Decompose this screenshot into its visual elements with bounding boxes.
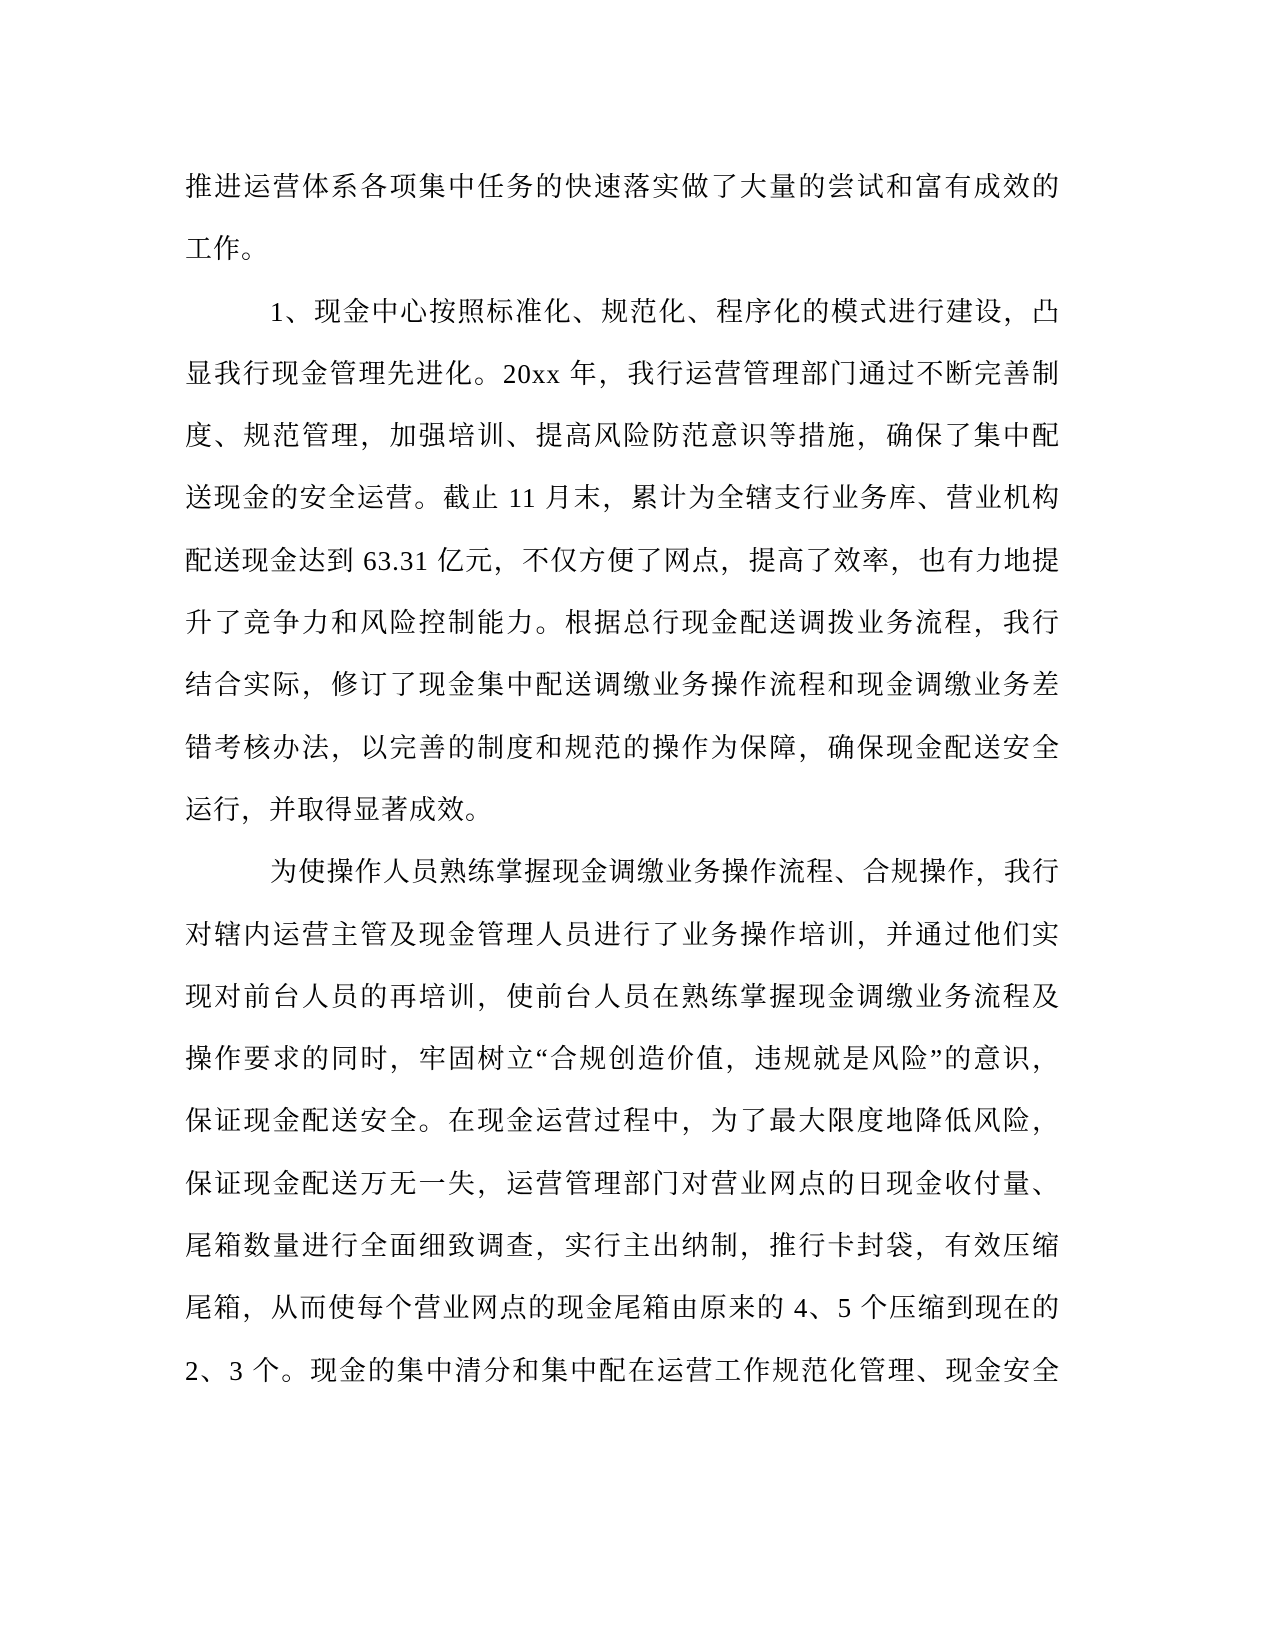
text-line: 工作。 [185,234,269,265]
text-line: 1、现金中心按照标准化、规范化、程序化的模式进行建设，凸 [270,296,1060,327]
text-line: 对辖内运营主管及现金管理人员进行了业务操作培训，并通过他们实 [185,919,1060,950]
text-line: 保证现金配送安全。在现金运营过程中，为了最大限度地降低风险， [185,1106,1060,1137]
text-line: 2、3 个。现金的集中清分和集中配在运营工作规范化管理、现金安全 [185,1355,1060,1386]
text-line: 现对前台人员的再培训，使前台人员在熟练掌握现金调缴业务流程及 [185,981,1060,1012]
text-line: 为使操作人员熟练掌握现金调缴业务操作流程、合规操作，我行 [270,857,1060,888]
text-line: 尾箱，从而使每个营业网点的现金尾箱由原来的 4、5 个压缩到现在的 [185,1293,1060,1324]
text-line: 错考核办法，以完善的制度和规范的操作为保障，确保现金配送安全 [185,732,1060,763]
text-line: 升了竞争力和风险控制能力。根据总行现金配送调拨业务流程，我行 [185,608,1060,639]
text-line: 送现金的安全运营。截止 11 月末，累计为全辖支行业务库、营业机构 [185,483,1060,514]
text-line: 结合实际，修订了现金集中配送调缴业务操作流程和现金调缴业务差 [185,670,1060,701]
text-line: 操作要求的同时，牢固树立“合规创造价值，违规就是风险”的意识， [185,1044,1060,1075]
text-line: 配送现金达到 63.31 亿元，不仅方便了网点，提高了效率，也有力地提 [185,545,1060,576]
text-line: 推进运营体系各项集中任务的快速落实做了大量的尝试和富有成效的 [185,172,1060,202]
text-line: 尾箱数量进行全面细致调查，实行主出纳制，推行卡封袋，有效压缩 [185,1231,1060,1262]
text-line: 保证现金配送万无一失，运营管理部门对营业网点的日现金收付量、 [185,1168,1060,1199]
page-text-body [185,156,1060,1402]
text-line: 显我行现金管理先进化。20xx 年，我行运营管理部门通过不断完善制 [185,358,1060,389]
text-line: 度、规范管理，加强培训、提高风险防范意识等措施，确保了集中配 [185,421,1060,452]
text-line: 运行，并取得显著成效。 [185,794,493,825]
